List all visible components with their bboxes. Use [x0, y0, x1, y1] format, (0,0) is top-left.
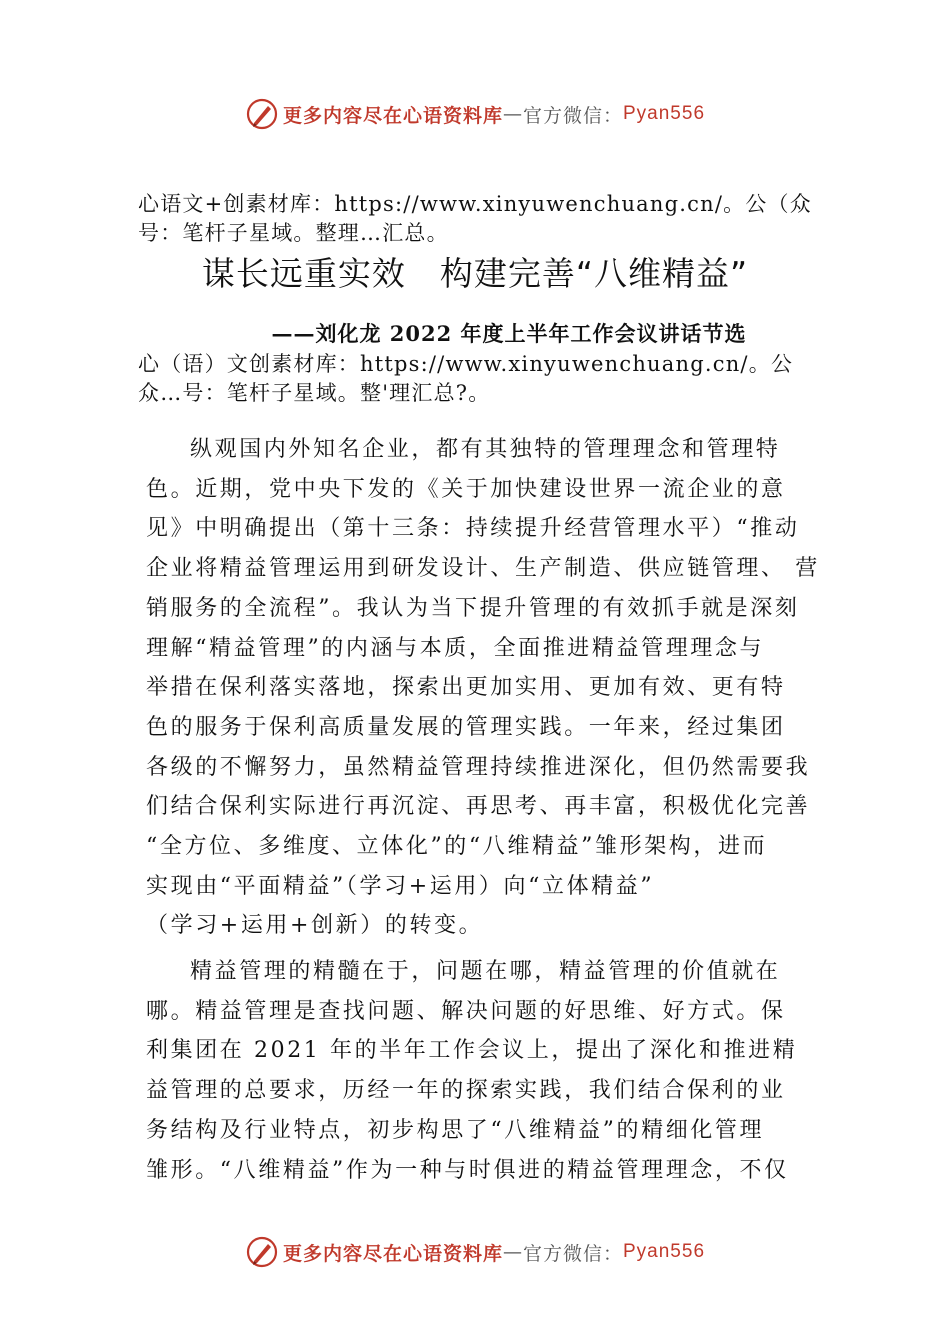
- header-notice-line-1: 心语文+创素材库：https://www.xinyuwenchuang.cn/。公（众: [138, 192, 812, 216]
- banner-grey-text: 官方微信：: [522, 104, 623, 127]
- paragraph-line: 举措在保利落实落地，探索出更加实用、更加有效、更有特: [146, 675, 786, 701]
- header-notice-line-2: 号：笔杆子星域。整理…汇总。: [138, 221, 449, 245]
- banner-red-text: 更多内容尽在心语资料库: [282, 104, 503, 127]
- paragraph-line: 色。近期，党中央下发的《关于加快建设世界一流企业的意: [146, 476, 786, 502]
- pen-logo-icon: [245, 1235, 279, 1269]
- banner-dash: —: [502, 103, 523, 125]
- notice-line-2: 众…号：笔杆子星域。整'理汇总?。: [138, 381, 491, 405]
- paragraph-line: 纵观国内外知名企业，都有其独特的管理理念和管理特: [190, 437, 781, 462]
- paragraph-line: 益管理的总要求，历经一年的探索实践，我们结合保利的业: [146, 1078, 786, 1104]
- banner-wechat-id: Pyan556: [623, 103, 706, 124]
- paragraph-2: [146, 952, 826, 1190]
- paragraph-line: 实现由“平面精益”（学习+运用）向“立体精益”: [146, 873, 655, 899]
- paragraph-line: 销服务的全流程”。我认为当下提升管理的有效抓手就是深刻: [146, 595, 800, 621]
- paragraph-line: 理解“精益管理”的内涵与本质，全面推进精益管理理念与: [146, 635, 765, 661]
- paragraph-line: 们结合保利实际进行再沉淀、再思考、再丰富，积极优化完善: [146, 794, 811, 820]
- pen-logo-icon: [245, 97, 279, 131]
- banner-wechat-id: Pyan556: [623, 1241, 706, 1262]
- paragraph-line: （学习+运用+创新）的转变。: [146, 913, 484, 939]
- page-title: 谋长远重实效 构建完善“八维精益”: [201, 254, 749, 293]
- banner-dash: —: [502, 1241, 523, 1263]
- page-subtitle: ——刘化龙 2022 年度上半年工作会议讲话节选: [271, 321, 747, 346]
- banner-red-text: 更多内容尽在心语资料库: [282, 1242, 503, 1265]
- paragraph-line: 务结构及行业特点，初步构思了“八维精益”的精细化管理: [146, 1117, 765, 1143]
- paragraph-line: 企业将精益管理运用到研发设计、生产制造、供应链管理、 营: [146, 556, 820, 582]
- bottom-banner: [0, 1232, 950, 1272]
- paragraph-1: [146, 430, 826, 946]
- paragraph-line: 哪。精益管理是查找问题、解决问题的好思维、好方式。保: [146, 998, 786, 1024]
- paragraph-line: 见》中明确提出（第十三条：持续提升经营管理水平）“推动: [146, 516, 800, 542]
- banner-grey-text: 官方微信：: [522, 1242, 623, 1265]
- paragraph-line: “全方位、多维度、立体化”的“八维精益”雏形架构，进而: [146, 834, 768, 860]
- paragraph-line: 雏形。“八维精益”作为一种与时俱进的精益管理理念，不仅: [146, 1157, 789, 1183]
- paragraph-line: 精益管理的精髓在于，问题在哪，精益管理的价值就在: [190, 959, 781, 984]
- paragraph-line: 各级的不懈努力，虽然精益管理持续推进深化，但仍然需要我: [146, 754, 811, 780]
- top-banner: [0, 94, 950, 134]
- notice-line-1: 心（语）文创素材库：https://www.xinyuwenchuang.cn/。公: [138, 352, 794, 376]
- paragraph-line: 利集团在 2021 年的半年工作会议上，提出了深化和推进精: [146, 1038, 798, 1064]
- paragraph-line: 色的服务于保利高质量发展的管理实践。一年来，经过集团: [146, 714, 786, 740]
